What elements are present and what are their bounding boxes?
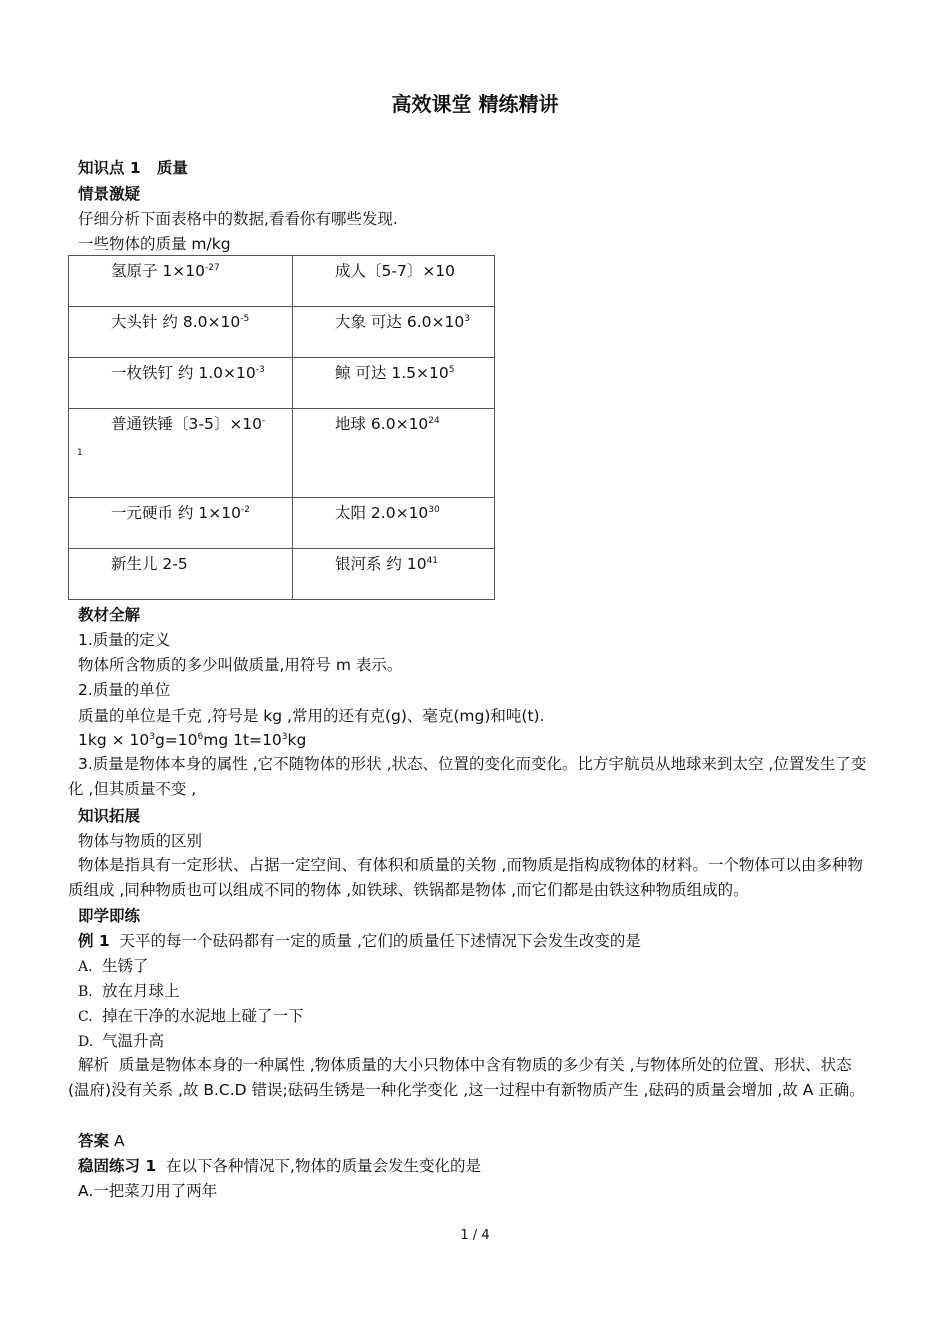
option-d: D. 气温升高 xyxy=(78,1032,165,1050)
table-cell: 地球 $6.0\times 10^{24}$ xyxy=(293,409,495,498)
table-cell: 大象 可达 $6.0\times 10^3$ xyxy=(293,307,495,358)
table-caption: 一些物体的质量 m/kg xyxy=(78,235,231,253)
kp-label: 知识点 1 xyxy=(78,159,141,177)
example-question: 天平的每一个砝码都有一定的质量 ,它们的质量任下述情况下会发生改变的是 xyxy=(119,932,641,950)
difference-heading: 物体与物质的区别 xyxy=(78,832,203,850)
table-row xyxy=(69,549,495,600)
practice-label: 稳固练习 1 xyxy=(78,1157,157,1175)
table-cell: 新生儿 2-5 xyxy=(69,549,293,600)
practice-1 xyxy=(78,1156,481,1176)
answer-line xyxy=(78,1131,125,1151)
mass-table xyxy=(68,255,495,600)
table-row xyxy=(69,358,495,409)
section-heading-qingjing: 情景激疑 xyxy=(78,185,141,203)
unit-text: 质量的单位是千克 ,符号是 kg ,常用的还有克(g)、毫克(mg)和吨(t). xyxy=(78,707,545,725)
table-row xyxy=(69,307,495,358)
table-cell: 普通铁锤〔3-5〕×10- 1 xyxy=(69,409,293,498)
analysis-label: 解析 xyxy=(78,1056,110,1074)
property-paragraph: 3.质量是物体本身的属性 ,它不随物体的形状 ,状态、位置的变化而变化。比方宇航员从地球来到太空 ,位置发生了变化 ,但其质量不变 , xyxy=(68,755,867,798)
difference-paragraph: 物体是指具有一定形状、占据一定空间、有体积和质量的关物 ,而物质是指构成物体的材料。一个物体可以由多种物质组成 ,同种物质也可以组成不同的物体 ,如铁球、铁锅都是物体 ,而它们都是由铁这种物质组成的。 xyxy=(68,856,863,899)
definition-text: 物体所含物质的多少叫做质量,用符号 m 表示。 xyxy=(78,656,403,674)
unit-heading: 2.质量的单位 xyxy=(78,681,171,699)
option-b: B. 放在月球上 xyxy=(78,982,180,1000)
definition-heading: 1.质量的定义 xyxy=(78,631,171,649)
analysis-paragraph xyxy=(68,1053,873,1103)
table-cell: 氢原子 $1\times 10^{-27}$ xyxy=(69,256,293,307)
table-row xyxy=(69,256,495,307)
option-a: A. 生锈了 xyxy=(78,957,149,975)
section-heading-tuozhan: 知识拓展 xyxy=(78,807,141,825)
table-row xyxy=(69,409,495,498)
kp-name: 质量 xyxy=(156,159,188,177)
answer-label: 答案 xyxy=(78,1132,110,1150)
analysis-text: 质量是物体本身的一种属性 ,物体质量的大小只物体中含有物质的多少有关 ,与物体所处的位置、形状、状态(温府)没有关系 ,故 B.C.D 错误;砝码生锈是一种化学变化 ,这一过程中有新物质产生 ,砝码的质量会增加 ,故 A 正确。 xyxy=(68,1056,865,1099)
section-heading-jiaocai: 教材全解 xyxy=(78,606,141,624)
page-number: 1 / 4 xyxy=(460,1228,490,1243)
table-cell: 大头针 约 $8.0\times 10^{-5}$ xyxy=(69,307,293,358)
intro-text: 仔细分析下面表格中的数据,看看你有哪些发现. xyxy=(78,210,398,228)
table-cell: 太阳 $2.0\times 10^{30}$ xyxy=(293,498,495,549)
section-heading-jixue: 即学即练 xyxy=(78,907,141,925)
answer-value: A xyxy=(113,1132,125,1150)
option-c: C. 掉在干净的水泥地上碰了一下 xyxy=(78,1007,304,1025)
table-cell: 成人〔5-7〕×10 xyxy=(293,256,495,307)
table-cell: 鲸 可达 $1.5\times 10^5$ xyxy=(293,358,495,409)
example-label: 例 1 xyxy=(78,932,110,950)
table-cell: 一枚铁钉 约 $1.0\times 10^{-3}$ xyxy=(69,358,293,409)
unit-equation: $1kg \times 10^3g=10^6mg$ $1t=10^3kg$ xyxy=(78,731,307,749)
page-title: 高效课堂 精练精讲 xyxy=(391,92,559,116)
table-cell: 银河系 约 $10^{41}$ xyxy=(293,549,495,600)
table-cell: 一元硬币 约 $1\times 10^{-2}$ xyxy=(69,498,293,549)
table-row xyxy=(69,498,495,549)
knowledge-point-heading xyxy=(78,158,188,178)
example-1 xyxy=(78,931,641,951)
practice-option-a: A.一把菜刀用了两年 xyxy=(78,1182,218,1200)
practice-question: 在以下各种情况下,物体的质量会发生变化的是 xyxy=(166,1157,481,1175)
